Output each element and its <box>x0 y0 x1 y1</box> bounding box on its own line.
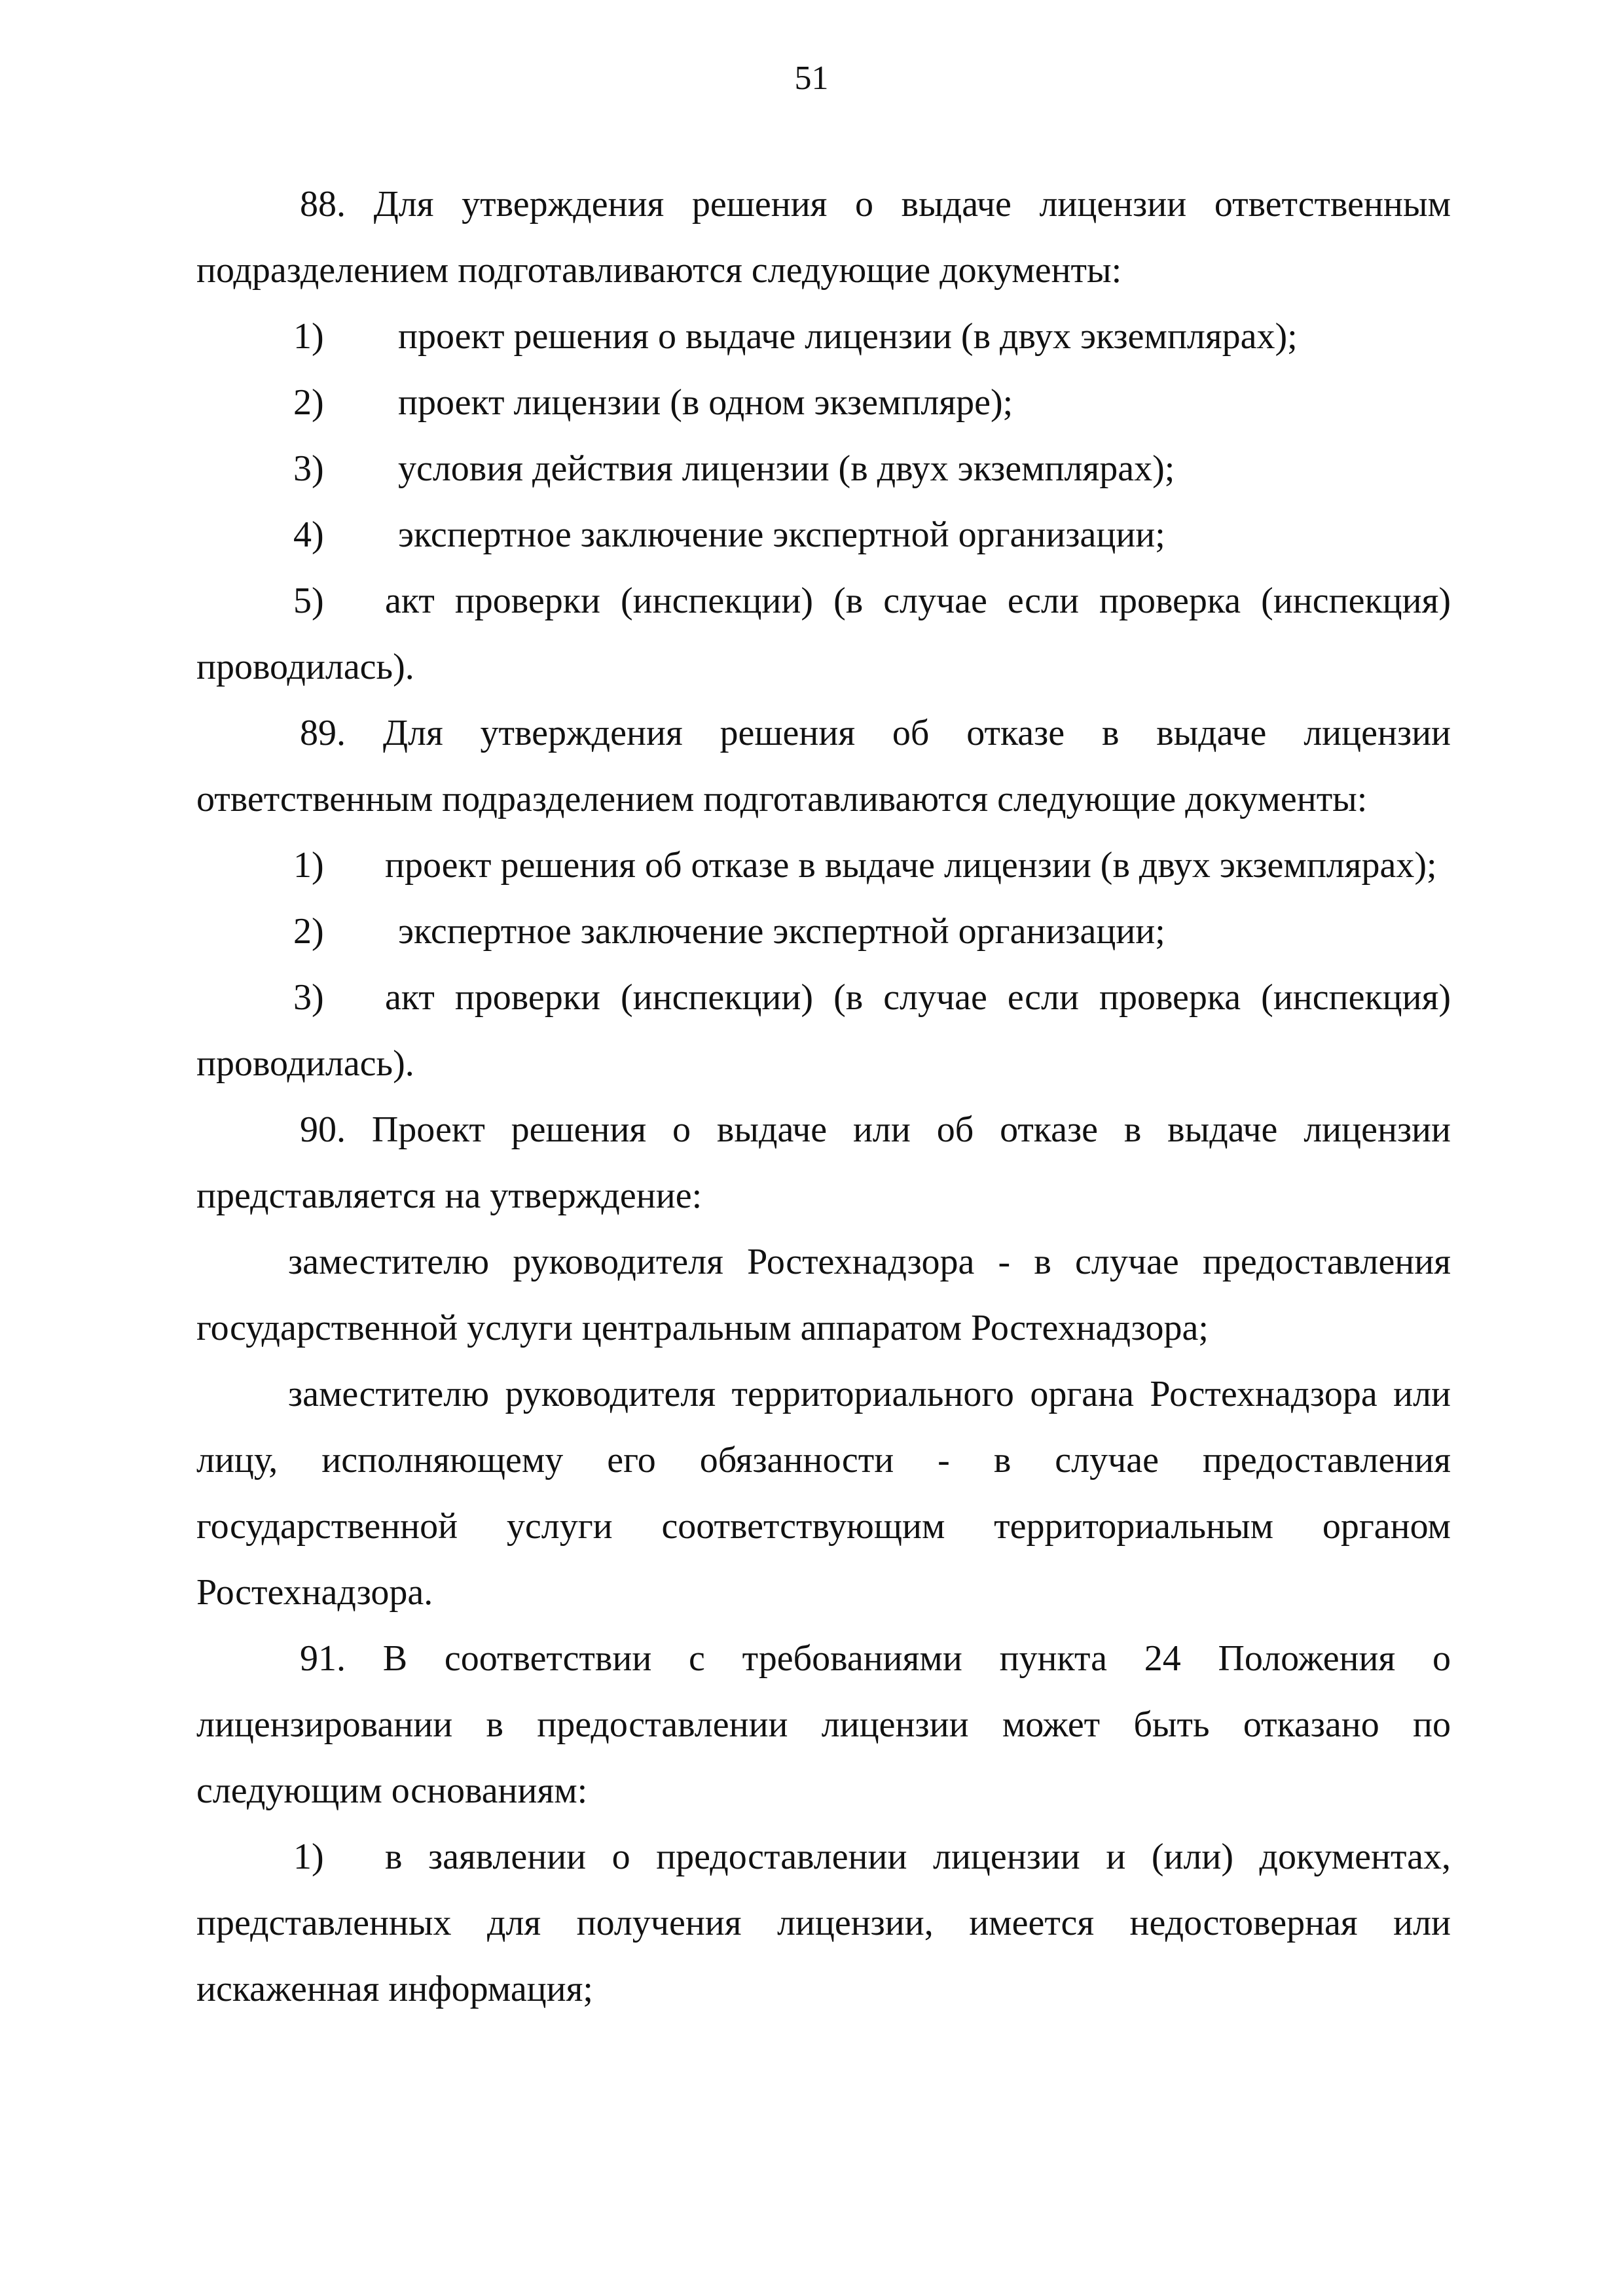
list-item-number: 5) <box>293 581 324 621</box>
paragraph-88: 88. Для утверждения решения о выдаче лицензии ответственным подразделением подготавливаются следующие документы: <box>196 184 1451 291</box>
list-item <box>196 833 1451 899</box>
list-item <box>196 965 1451 1097</box>
list-item-number: 1) <box>293 845 324 886</box>
list-item <box>196 370 1451 436</box>
document-body <box>196 171 1451 2022</box>
list-item-number: 3) <box>293 977 324 1018</box>
list-item <box>196 436 1451 502</box>
list-item <box>196 502 1451 568</box>
list-item-text: экспертное заключение экспертной организации; <box>398 514 1165 555</box>
list-item <box>196 568 1451 700</box>
paragraph-90-b: заместителю руководителя территориального органа Ростехнадзора или лицу, исполняющему его обязанности - в случае предоставления государственной услуги соответствующим территориальным органом Ростехнадзора. <box>196 1374 1451 1613</box>
list-item <box>196 304 1451 370</box>
paragraph-90: 90. Проект решения о выдаче или об отказе в выдаче лицензии представляется на утверждение: <box>196 1109 1451 1216</box>
list-item-text: акт проверки (инспекции) (в случае если проверка (инспекция) проводилась). <box>196 977 1451 1084</box>
list-item-number: 4) <box>293 514 324 555</box>
list-item <box>196 1824 1451 2022</box>
list-item-text: проект решения о выдаче лицензии (в двух экземплярах); <box>398 316 1298 357</box>
paragraph-90-a: заместителю руководителя Ростехнадзора - в случае предоставления государственной услуги центральным аппаратом Ростехнадзора; <box>196 1242 1451 1348</box>
list-item-number: 2) <box>293 382 324 423</box>
list-item-text: проект решения об отказе в выдаче лицензии (в двух экземплярах); <box>385 845 1437 886</box>
list-item-number: 1) <box>293 1837 324 1877</box>
list-item-number: 3) <box>293 448 324 489</box>
list-item-text: в заявлении о предоставлении лицензии и (или) документах, представленных для получения лицензии, имеется недостоверная или искаженная информация; <box>196 1837 1451 2009</box>
list-item-text: проект лицензии (в одном экземпляре); <box>398 382 1013 423</box>
list-item <box>196 899 1451 965</box>
list-item-text: условия действия лицензии (в двух экземплярах); <box>398 448 1175 489</box>
list-item-number: 2) <box>293 911 324 952</box>
paragraph-91: 91. В соответствии с требованиями пункта 24 Положения о лицензировании в предоставлении лицензии может быть отказано по следующим основаниям: <box>196 1638 1451 1811</box>
page-number: 51 <box>794 60 829 97</box>
list-item-text: экспертное заключение экспертной организации; <box>398 911 1165 952</box>
paragraph-89: 89. Для утверждения решения об отказе в выдаче лицензии ответственным подразделением подготавливаются следующие документы: <box>196 713 1451 819</box>
list-item-text: акт проверки (инспекции) (в случае если проверка (инспекция) проводилась). <box>196 581 1451 687</box>
list-item-number: 1) <box>293 316 324 357</box>
